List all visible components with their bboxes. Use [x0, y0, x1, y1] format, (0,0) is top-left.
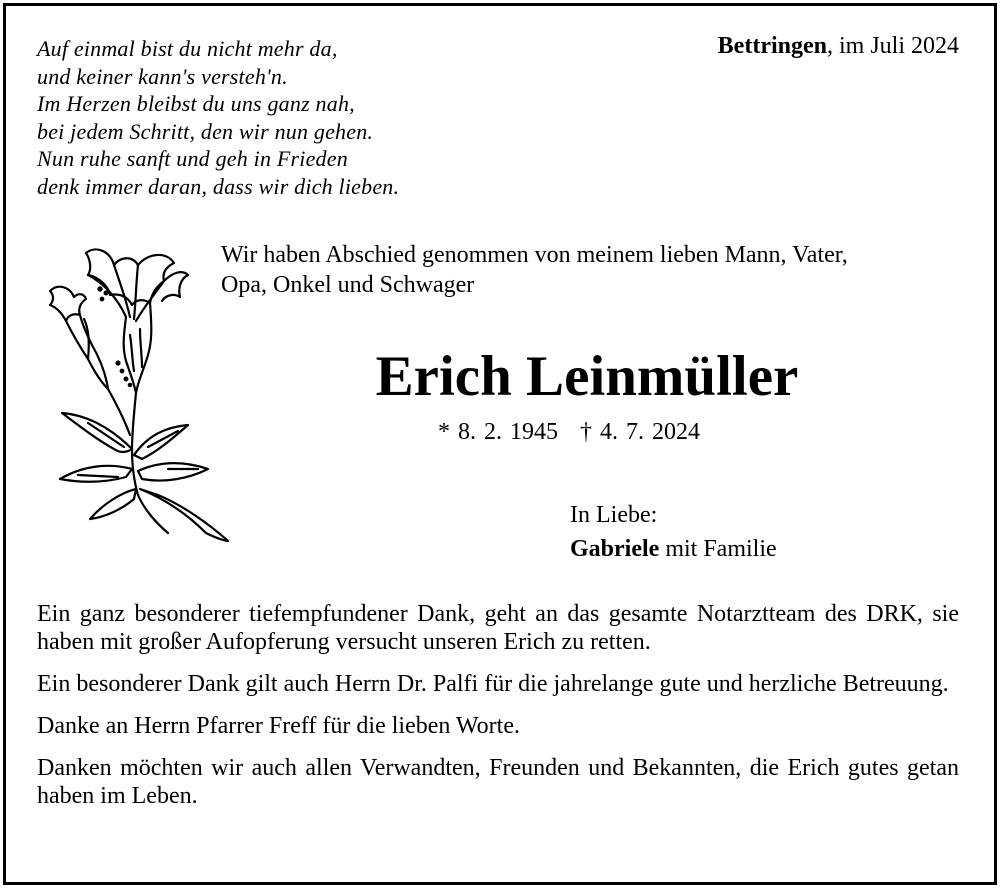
intro-line: Wir haben Abschied genommen von meinem lieben Mann, Vater, — [221, 242, 848, 268]
poem-line: Nun ruhe sanft und geh in Frieden — [37, 146, 348, 171]
poem-line: Auf einmal bist du nicht mehr da, — [37, 36, 338, 61]
life-dates — [438, 419, 700, 446]
poem-line: und keiner kann's versteh'n. — [37, 63, 288, 89]
place-date — [718, 33, 959, 60]
poem-line: bei jedem Schritt, den wir nun gehen. — [37, 118, 374, 144]
signatory-name: Gabriele — [570, 536, 660, 562]
intro-line: Opa, Onkel und Schwager — [221, 272, 475, 298]
poem-line: denk immer daran, dass wir dich lieben. — [37, 173, 400, 199]
month-year: , im Juli 2024 — [826, 33, 959, 59]
thanks-paragraph: Danke an Herrn Pfarrer Freff für die lieben Worte. — [37, 713, 520, 739]
thanks-section — [37, 600, 959, 824]
signatory-family: mit Familie — [659, 536, 777, 562]
in-love-label: In Liebe: — [570, 502, 658, 528]
signature-line — [570, 532, 777, 566]
poem — [37, 35, 399, 200]
birth-date: * 8. 2. 1945 — [438, 419, 558, 445]
poem-line: Im Herzen bleibst du uns ganz nah, — [37, 91, 355, 116]
thanks-paragraph: Ein besonderer Dank gilt auch Herrn Dr. Palfi für die jahrelange gute und herzliche Betreuung. — [37, 671, 949, 697]
place-name: Bettringen — [717, 33, 827, 59]
deceased-name: Erich Leinmüller — [375, 345, 799, 408]
signature-block — [570, 498, 777, 566]
death-date: † 4. 7. 2024 — [580, 419, 700, 445]
intro-text — [221, 240, 981, 300]
thanks-paragraph: Danken möchten wir auch allen Verwandten, Freunden und Bekannten, die Erich gutes getan haben im Leben. — [37, 755, 959, 809]
thanks-paragraph: Ein ganz besonderer tiefempfundener Dank, geht an das gesamte Notarztteam des DRK, sie haben mit großer Aufopferung versucht unseren Erich zu retten. — [37, 601, 959, 655]
